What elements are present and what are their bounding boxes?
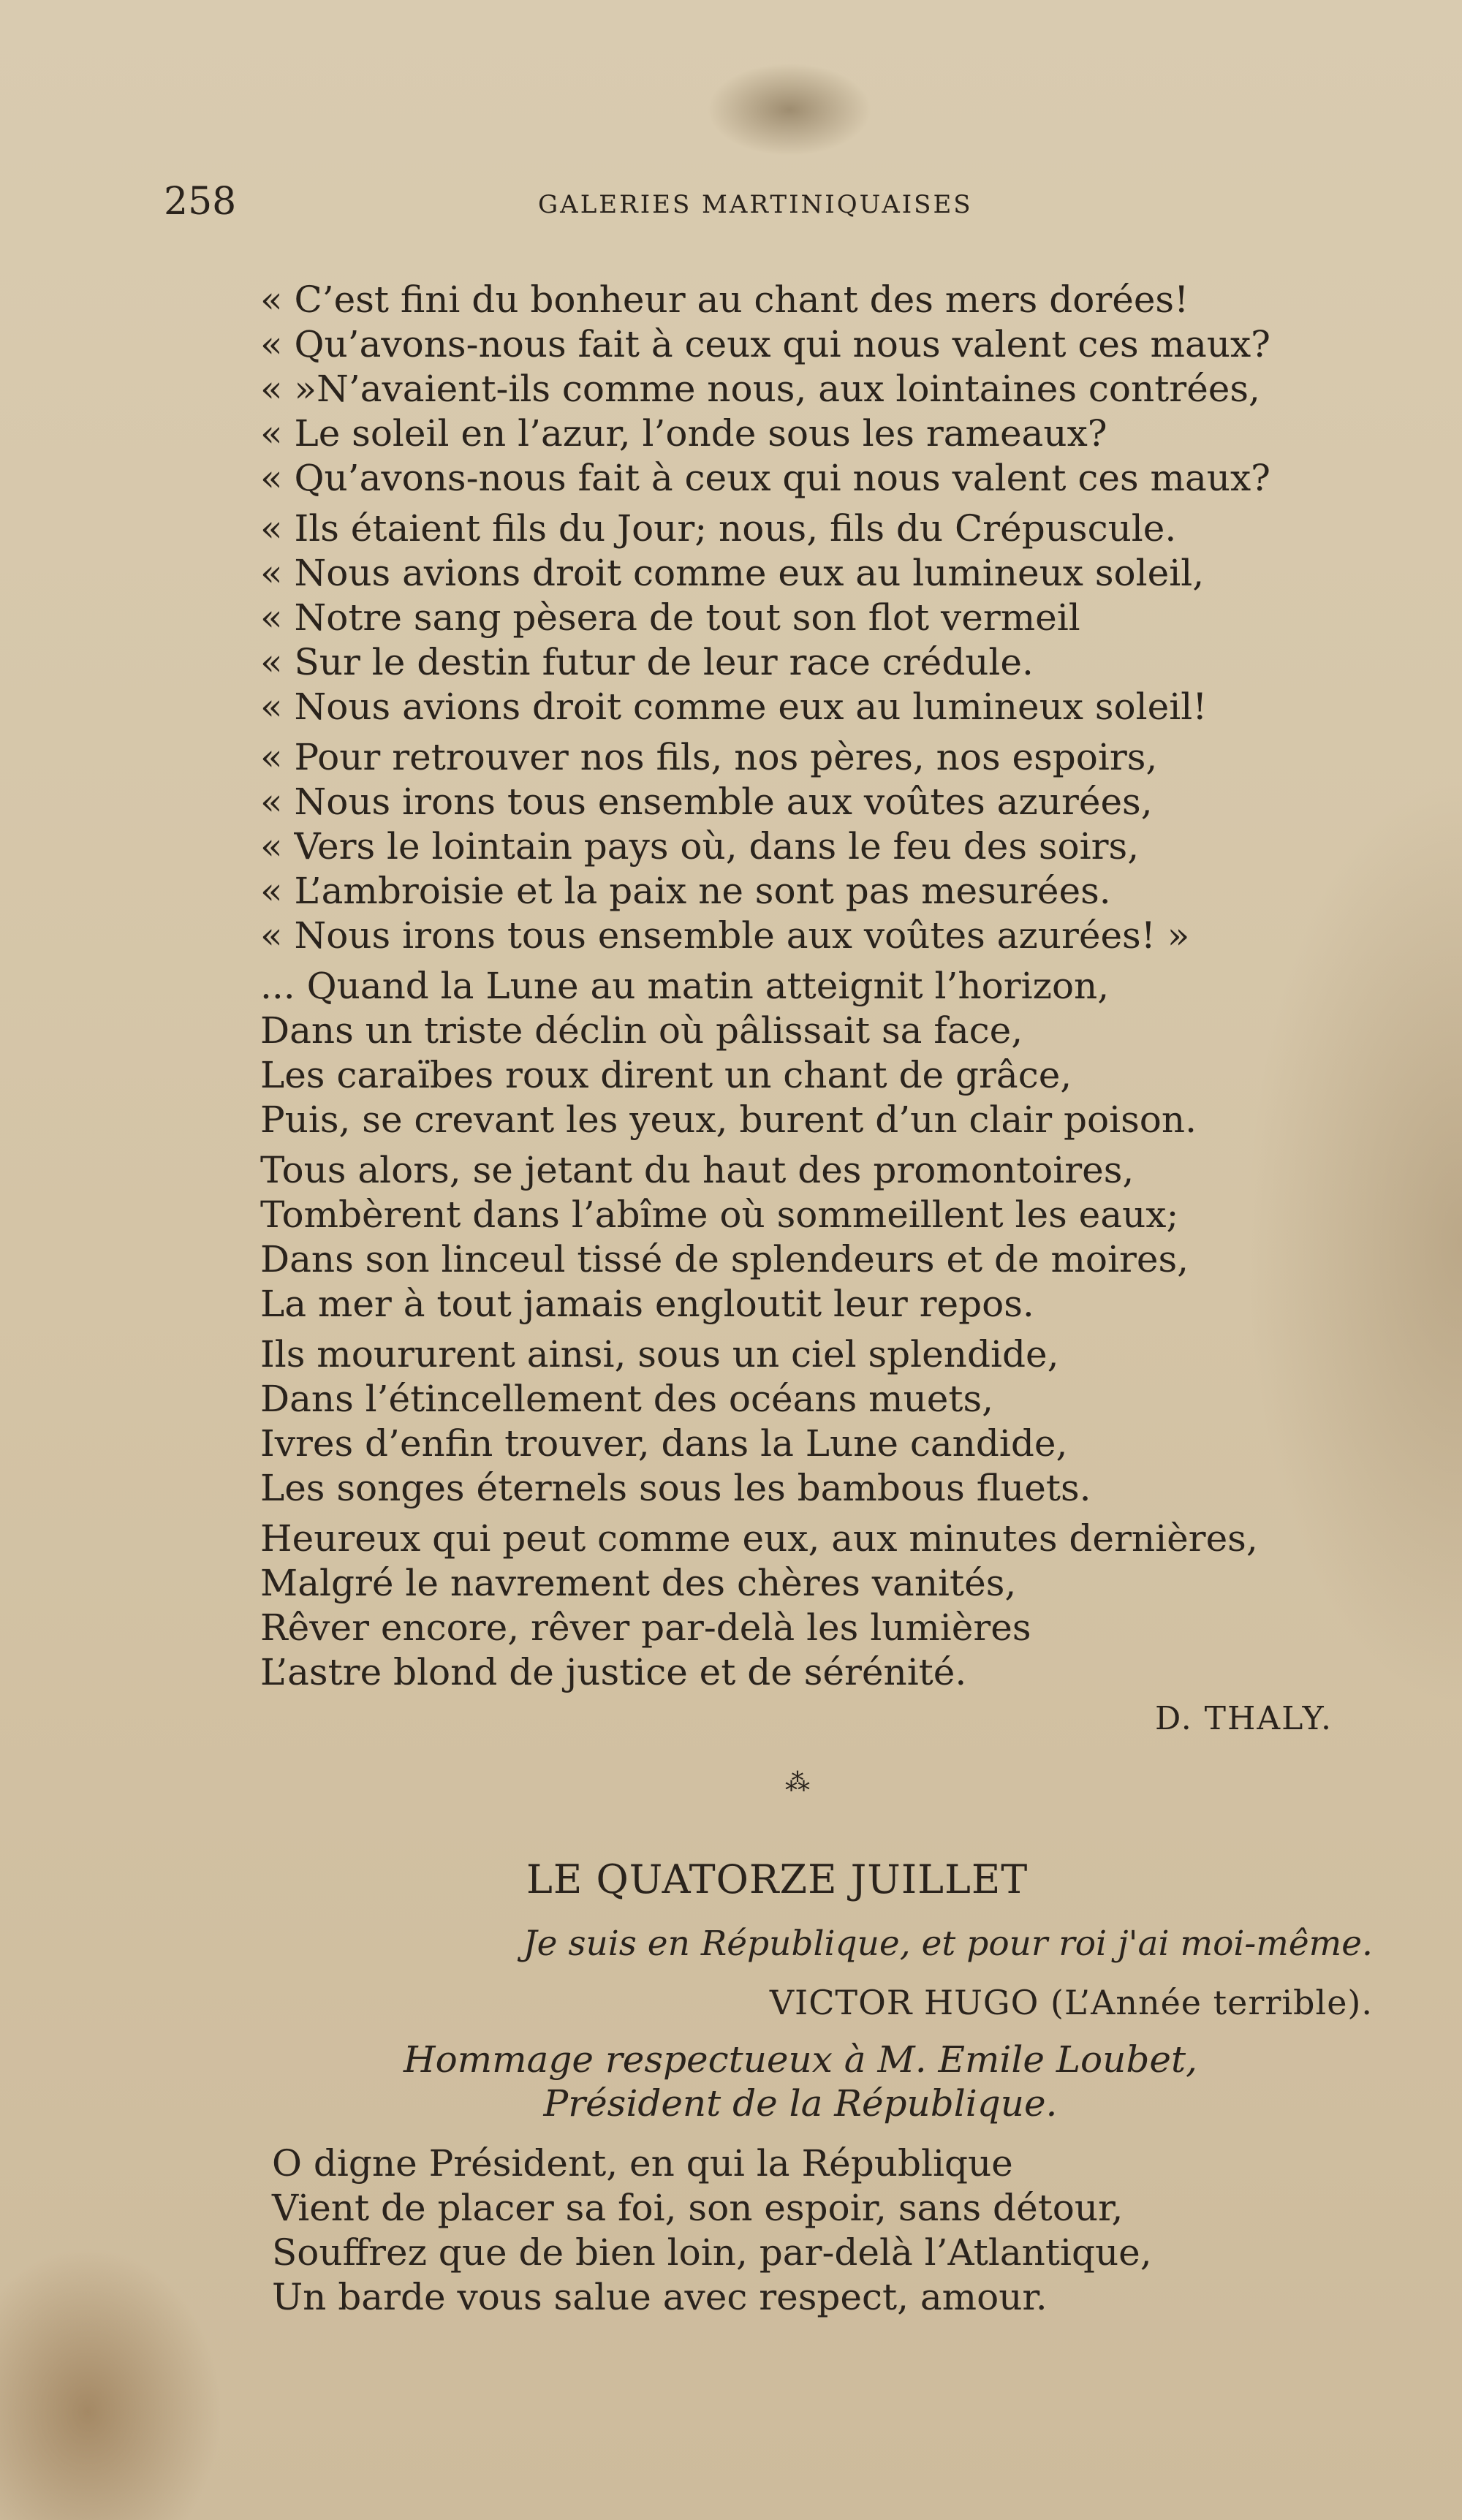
verse-line: « Qu’avons-nous fait à ceux qui nous valent ces maux? — [260, 457, 1270, 499]
verse-line: L’astre blond de justice et de sérénité. — [260, 1651, 967, 1693]
page-number: 258 — [164, 180, 237, 224]
verse-line: O digne Président, en qui la République — [272, 2142, 1013, 2185]
verse-line: Dans un triste déclin où pâlissait sa face, — [260, 1009, 1023, 1052]
verse-line: Dans l’étincellement des océans muets, — [260, 1378, 994, 1420]
stanza — [260, 964, 1371, 1142]
verse-line: Heureux qui peut comme eux, aux minutes dernières, — [260, 1517, 1258, 1560]
verse-line: ... Quand la Lune au matin atteignit l’horizon, — [260, 965, 1110, 1007]
dedication-line: Hommage respectueux à M. Emile Loubet, — [404, 2038, 1197, 2081]
verse-line: « Notre sang pèsera de tout son flot vermeil — [260, 596, 1080, 639]
verse-line: Ils moururent ainsi, sous un ciel splendide, — [260, 1333, 1059, 1375]
verse-line: « Nous avions droit comme eux au lumineux soleil! — [260, 686, 1208, 728]
verse-line: La mer à tout jamais engloutit leur repos. — [260, 1283, 1034, 1325]
verse-line: Rêver encore, rêver par-delà les lumières — [260, 1606, 1031, 1649]
verse-line: « Vers le lointain pays où, dans le feu des soirs, — [260, 825, 1140, 868]
verse-line: Vient de placer sa foi, son espoir, sans détour, — [272, 2187, 1124, 2229]
verse-line: « Qu’avons-nous fait à ceux qui nous valent ces maux? — [260, 323, 1270, 365]
stanza — [260, 506, 1371, 729]
verse-line: « Nous avions droit comme eux au lumineux soleil, — [260, 552, 1205, 594]
dedication-line: Président de la République. — [543, 2082, 1058, 2125]
verse-line: « C’est fini du bonheur au chant des mers dorées! — [260, 278, 1189, 321]
verse-line: « Nous irons tous ensemble aux voûtes azurées! » — [260, 914, 1190, 957]
verse-line: « Pour retrouver nos fils, nos pères, nos espoirs, — [260, 736, 1158, 778]
stanza — [260, 1517, 1371, 1695]
verse-line: Souffrez que de bien loin, par-delà l’Atlantique, — [272, 2231, 1152, 2274]
stanza — [260, 278, 1371, 501]
author-signature: D. THALY. — [1155, 1700, 1333, 1737]
verse-line: « L’ambroisie et la paix ne sont pas mesurées. — [260, 870, 1111, 912]
verse-line: « Nous irons tous ensemble aux voûtes azurées, — [260, 781, 1153, 823]
verse-line: « Le soleil en l’azur, l’onde sous les rameaux? — [260, 412, 1107, 455]
verse-line: Tous alors, se jetant du haut des promontoires, — [260, 1149, 1135, 1191]
verse-line: Malgré le navrement des chères vanités, — [260, 1562, 1017, 1604]
epigraph: Je suis en République, et pour roi j'ai moi-même. — [523, 1924, 1373, 1964]
verse-line: « Sur le destin futur de leur race crédule. — [260, 641, 1034, 683]
asterism-separator: ⁂ — [785, 1768, 810, 1797]
epigraph-source: VICTOR HUGO (L’Année terrible). — [769, 1983, 1373, 2022]
poem-title: LE QUATORZE JUILLET — [526, 1856, 1029, 1902]
verse-line: « Ils étaient fils du Jour; nous, fils du Crépuscule. — [260, 507, 1177, 550]
verse-line: Puis, se crevant les yeux, burent d’un clair poison. — [260, 1098, 1197, 1141]
opening-stanza — [272, 2141, 1152, 2320]
stanza — [260, 735, 1371, 958]
verse-line: Les songes éternels sous les bambous fluets. — [260, 1467, 1091, 1509]
running-title: GALERIES MARTINIQUAISES — [538, 190, 973, 219]
stanza — [260, 1148, 1371, 1327]
verse-line: Tombèrent dans l’abîme où sommeillent les eaux; — [260, 1193, 1179, 1236]
verse-line: « »N’avaient-ils comme nous, aux lointaines contrées, — [260, 368, 1260, 410]
verse-line: Dans son linceul tissé de splendeurs et de moires, — [260, 1238, 1189, 1280]
verse-line: Les caraïbes roux dirent un chant de grâce, — [260, 1054, 1072, 1096]
dedication — [351, 2038, 1250, 2125]
poem-continuation — [260, 278, 1371, 1701]
verse-line: Un barde vous salue avec respect, amour. — [272, 2276, 1048, 2318]
stanza — [260, 1332, 1371, 1511]
verse-line: Ivres d’enfin trouver, dans la Lune candide, — [260, 1422, 1068, 1465]
